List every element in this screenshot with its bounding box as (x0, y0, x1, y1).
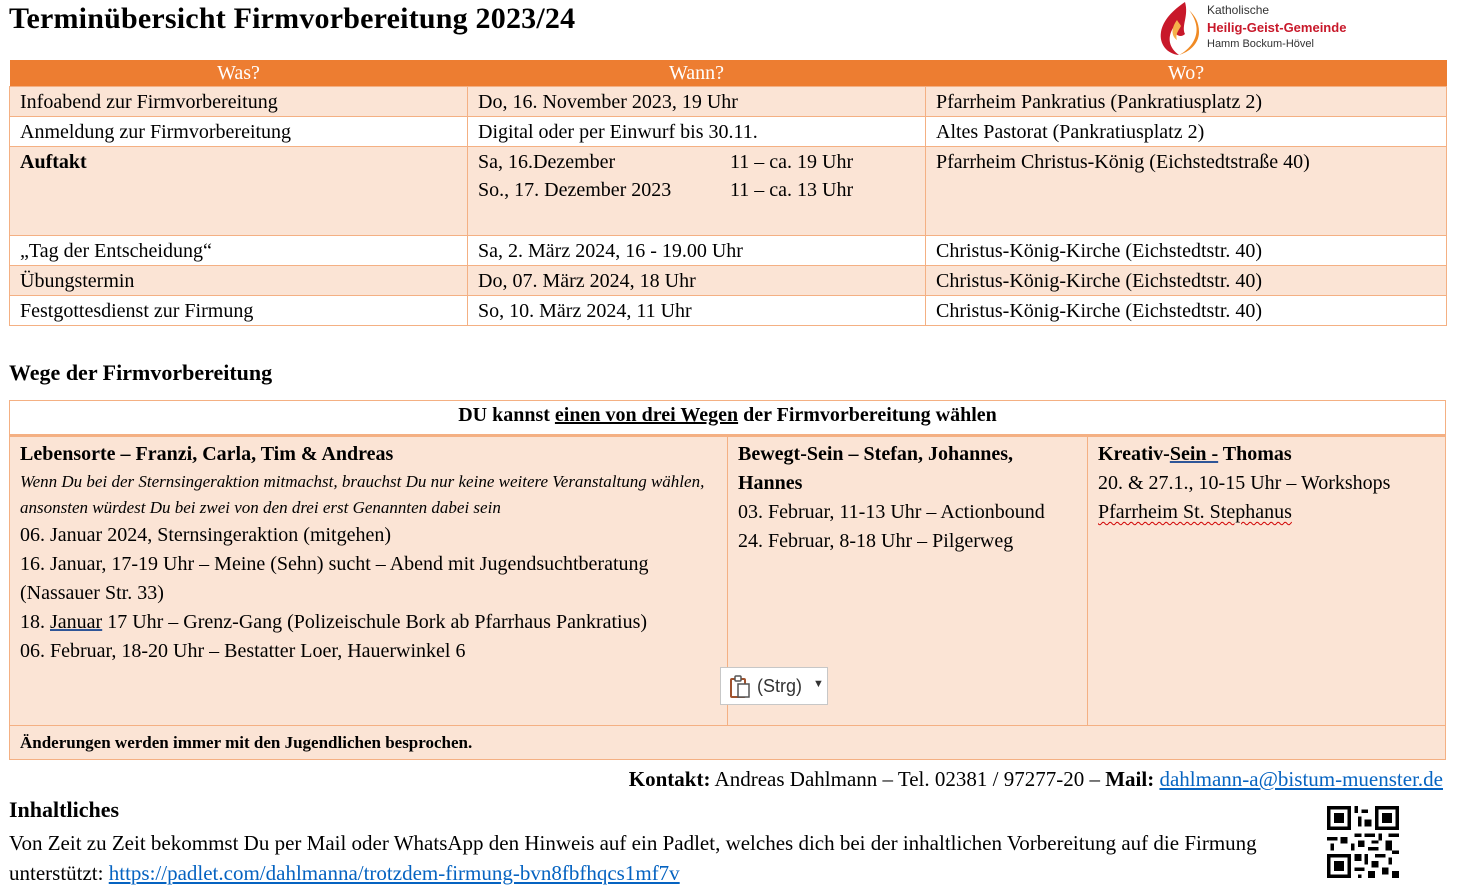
way-line: 24. Februar, 8-18 Uhr – Pilgerweg (738, 530, 1014, 552)
cell-when: Do, 07. März 2024, 18 Uhr (468, 266, 926, 296)
cell-when: Digital oder per Einwurf bis 30.11. (468, 117, 926, 147)
way-line: Pfarrheim St. Stephanus (1098, 501, 1292, 523)
cell-when: Sa, 2. März 2024, 16 - 19.00 Uhr (468, 236, 926, 266)
content-text (9, 828, 1269, 888)
cell-when (468, 147, 926, 236)
when-time-a: 11 – ca. 19 Uhr (730, 151, 854, 173)
header-where: Wo? (926, 60, 1447, 87)
way-line: 03. Februar, 11-13 Uhr – Actionbound (738, 501, 1045, 523)
way-line (20, 608, 717, 637)
contact-label: Kontakt: (628, 767, 711, 791)
table-row (10, 117, 1447, 147)
qr-code-icon (1327, 806, 1399, 878)
cell-where: Christus-König-Kirche (Eichstedtstr. 40) (926, 236, 1447, 266)
way-title: Bewegt-Sein – Stefan, Johannes, Hannes (738, 443, 1014, 494)
table-row (10, 266, 1447, 296)
cell-what: Übungstermin (10, 266, 468, 296)
cell-where: Pfarrheim Christus-König (Eichstedtstraße 40) (926, 147, 1447, 236)
header-when: Wann? (468, 60, 926, 87)
contact-line (629, 767, 1443, 792)
way-kreativ-sein (1088, 437, 1445, 725)
cell-where: Altes Pastorat (Pankratiusplatz 2) (926, 117, 1447, 147)
mail-label: Mail: (1105, 767, 1155, 791)
cell-when: So, 10. März 2024, 11 Uhr (468, 296, 926, 326)
padlet-link[interactable]: https://padlet.com/dahlmanna/trotzdem-firmung-bvn8fbfhqcs1mf7v (108, 861, 680, 885)
cell-what: Infoabend zur Firmvorbereitung (10, 87, 468, 117)
way-line: 06. Februar, 18-20 Uhr – Bestatter Loer, Hauerwinkel 6 (20, 640, 466, 662)
schedule-table (9, 60, 1447, 326)
way-line-underlined: Januar (50, 611, 103, 633)
email-link[interactable]: dahlmann-a@bistum-muenster.de (1159, 767, 1443, 791)
ways-header-post: der Firmvorbereitung wählen (738, 404, 997, 426)
contact-text: Andreas Dahlmann – Tel. 02381 / 97277-20 – (710, 767, 1106, 791)
chevron-down-icon: ▼ (813, 678, 824, 690)
content-title: Inhaltliches (9, 797, 120, 822)
section-title-ways: Wege der Firmvorbereitung (9, 360, 273, 385)
content-paragraph: Von Zeit zu Zeit bekommst Du per Mail oder WhatsApp den Hinweis auf ein Padlet, welches dich bei der inhaltlichen Vorbereitung auf die Firmung unterstützt: (9, 831, 1257, 885)
parish-logo (1155, 0, 1365, 56)
way-line-post: 17 Uhr – Grenz-Gang (Polizeischule Bork ab Pfarrhaus Pankratius) (102, 611, 648, 633)
way-title: Lebensorte – Franzi, Carla, Tim & Andreas (20, 443, 394, 465)
ways-header-pre: DU kannst (458, 404, 555, 426)
cell-what: Festgottesdienst zur Firmung (10, 296, 468, 326)
cell-what: Anmeldung zur Firmvorbereitung (10, 117, 468, 147)
cell-where: Christus-König-Kirche (Eichstedtstr. 40) (926, 266, 1447, 296)
way-title-underlined: Sein - (1169, 443, 1219, 465)
cell-what: „Tag der Entscheidung“ (10, 236, 468, 266)
way-note: Wenn Du bei der Sternsingeraktion mitmachst, brauchst Du nur keine weitere Veranstaltung wählen, ansonsten würdest Du bei zwei von den drei erst Genannten dabei sein (20, 472, 705, 517)
way-lebensorte (10, 437, 728, 725)
way-title-a: Kreativ- (1098, 443, 1170, 465)
table-row (10, 147, 1447, 236)
ways-footer-note: Änderungen werden immer mit den Jugendlichen besprochen. (10, 725, 1445, 759)
when-date-a: Sa, 16.Dezember (478, 151, 616, 173)
header-what: Was? (10, 60, 468, 87)
logo-line-3: Hamm Bockum-Hövel (1207, 38, 1314, 50)
ways-header-underlined: einen von drei Wegen (554, 404, 739, 426)
way-line: 06. Januar 2024, Sternsingeraktion (mitgehen) (20, 524, 392, 546)
cell-where: Christus-König-Kirche (Eichstedtstr. 40) (926, 296, 1447, 326)
way-title-b: Thomas (1218, 443, 1292, 465)
cell-where: Pfarrheim Pankratius (Pankratiusplatz 2) (926, 87, 1447, 117)
way-line: 16. Januar, 17-19 Uhr – Meine (Sehn) sucht – Abend mit Jugendsuchtberatung (Nassauer Str. 33) (20, 553, 649, 604)
way-line-pre: 18. (20, 611, 50, 633)
when-time-b: 11 – ca. 13 Uhr (730, 179, 854, 201)
paste-options-label: (Strg) (757, 676, 802, 696)
cell-what: Auftakt (10, 147, 468, 236)
when-date-b: So., 17. Dezember 2023 (478, 179, 672, 201)
way-line: 20. & 27.1., 10-15 Uhr – Workshops (1098, 472, 1391, 494)
table-row (10, 87, 1447, 117)
ways-header (10, 401, 1445, 437)
table-row (10, 236, 1447, 266)
cell-when: Do, 16. November 2023, 19 Uhr (468, 87, 926, 117)
logo-line-1: Katholische (1207, 3, 1270, 17)
ways-box (9, 400, 1446, 760)
clipboard-icon (729, 675, 751, 699)
table-row (10, 296, 1447, 326)
page-title: Terminübersicht Firmvorbereitung 2023/24 (9, 2, 576, 35)
logo-line-2: Heilig-Geist-Gemeinde (1207, 20, 1347, 35)
schedule-header-row (10, 60, 1447, 87)
flame-logo-icon (1155, 0, 1203, 56)
way-title (1098, 440, 1435, 469)
paste-options-button[interactable] (720, 667, 828, 705)
